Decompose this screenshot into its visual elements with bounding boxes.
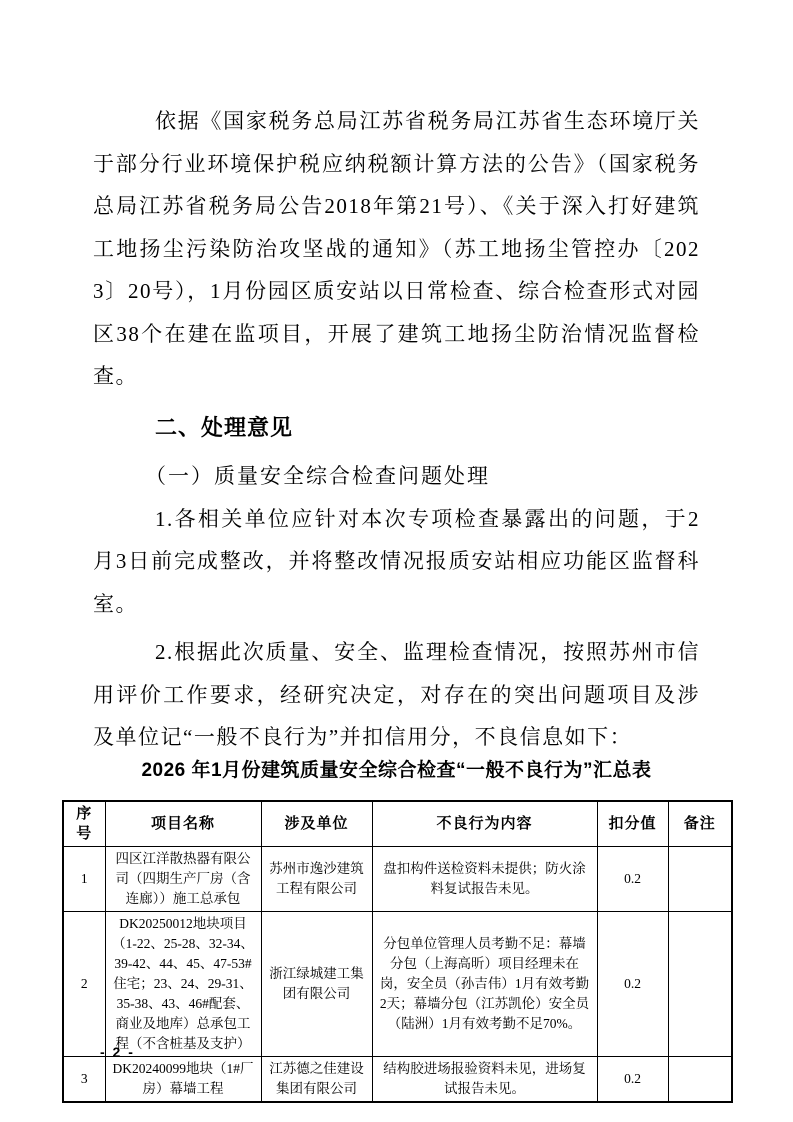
col-header-remark: 备注 <box>668 801 732 847</box>
col-header-seq: 序号 <box>63 801 105 847</box>
table-row <box>63 911 732 1056</box>
table-row <box>63 1056 732 1102</box>
paragraph-intro: 依据《国家税务总局江苏省税务局江苏省生态环境厅关于部分行业环境保护税应纳税额计算方法的公告》（国家税务总局江苏省税务局公告2018年第21号）、《关于深入打好建筑工地扬尘污染防治攻坚战的通知》（苏工地扬尘管控办〔2023〕20号），1月份园区质安站以日常检查、综合检查形式对园区38个在建在监项目，开展了建筑工地扬尘防治情况监督检查。 <box>93 109 700 388</box>
page-number: - 2 - <box>100 1044 135 1060</box>
cell-seq: 1 <box>63 846 105 911</box>
cell-project: DK20250012地块项目（1-22、25-28、32-34、39-42、44、45、47-53#住宅；23、24、29-31、35-38、43、46#配套、商业及地库）总承包工程（不含桩基及支护） <box>105 911 261 1056</box>
cell-project: DK20240099地块（1#厂房）幕墙工程 <box>105 1056 261 1102</box>
cell-behavior: 分包单位管理人员考勤不足：幕墙分包（上海高昕）项目经理未在岗，安全员（孙吉伟）1月有效考勤2天；幕墙分包（江苏凯伦）安全员（陆洲）1月有效考勤不足70%。 <box>372 911 597 1056</box>
col-header-project: 项目名称 <box>105 801 261 847</box>
cell-remark <box>668 846 732 911</box>
cell-unit: 苏州市逸沙建筑工程有限公司 <box>261 846 372 911</box>
cell-behavior: 盘扣构件送检资料未提供；防火涂料复试报告未见。 <box>372 846 597 911</box>
cell-behavior: 结构胶进场报验资料未见，进场复试报告未见。 <box>372 1056 597 1102</box>
cell-remark <box>668 911 732 1056</box>
cell-remark <box>668 1056 732 1102</box>
table-row <box>63 846 732 911</box>
col-header-unit: 涉及单位 <box>261 801 372 847</box>
paragraph-rectify: 1.各相关单位应针对本次专项检查暴露出的问题，于2月3日前完成整改，并将整改情况报质安站相应功能区监督科室。 <box>93 506 700 616</box>
summary-table-title: 2026 年1月份建筑质量安全综合检查“一般不良行为”汇总表 <box>141 759 652 781</box>
cell-unit: 江苏德之佳建设集团有限公司 <box>261 1056 372 1102</box>
summary-table <box>62 800 733 1103</box>
cell-project: 四区江洋散热器有限公司（四期生产厂房（含连廊））施工总承包 <box>105 846 261 911</box>
col-header-score: 扣分值 <box>597 801 668 847</box>
cell-unit: 浙江绿城建工集团有限公司 <box>261 911 372 1056</box>
cell-score: 0.2 <box>597 911 668 1056</box>
subsection-heading: （一）质量安全综合检查问题处理 <box>145 463 490 488</box>
cell-seq: 3 <box>63 1056 105 1102</box>
paragraph-credit: 2.根据此次质量、安全、监理检查情况，按照苏州市信用评价工作要求，经研究决定，对存在的突出问题项目及涉及单位记“一般不良行为”并扣信用分，不良信息如下： <box>93 640 700 749</box>
col-header-behavior: 不良行为内容 <box>372 801 597 847</box>
section-heading: 二、处理意见 <box>155 414 294 440</box>
cell-score: 0.2 <box>597 846 668 911</box>
cell-seq: 2 <box>63 911 105 1056</box>
table-header-row <box>63 801 732 847</box>
cell-score: 0.2 <box>597 1056 668 1102</box>
